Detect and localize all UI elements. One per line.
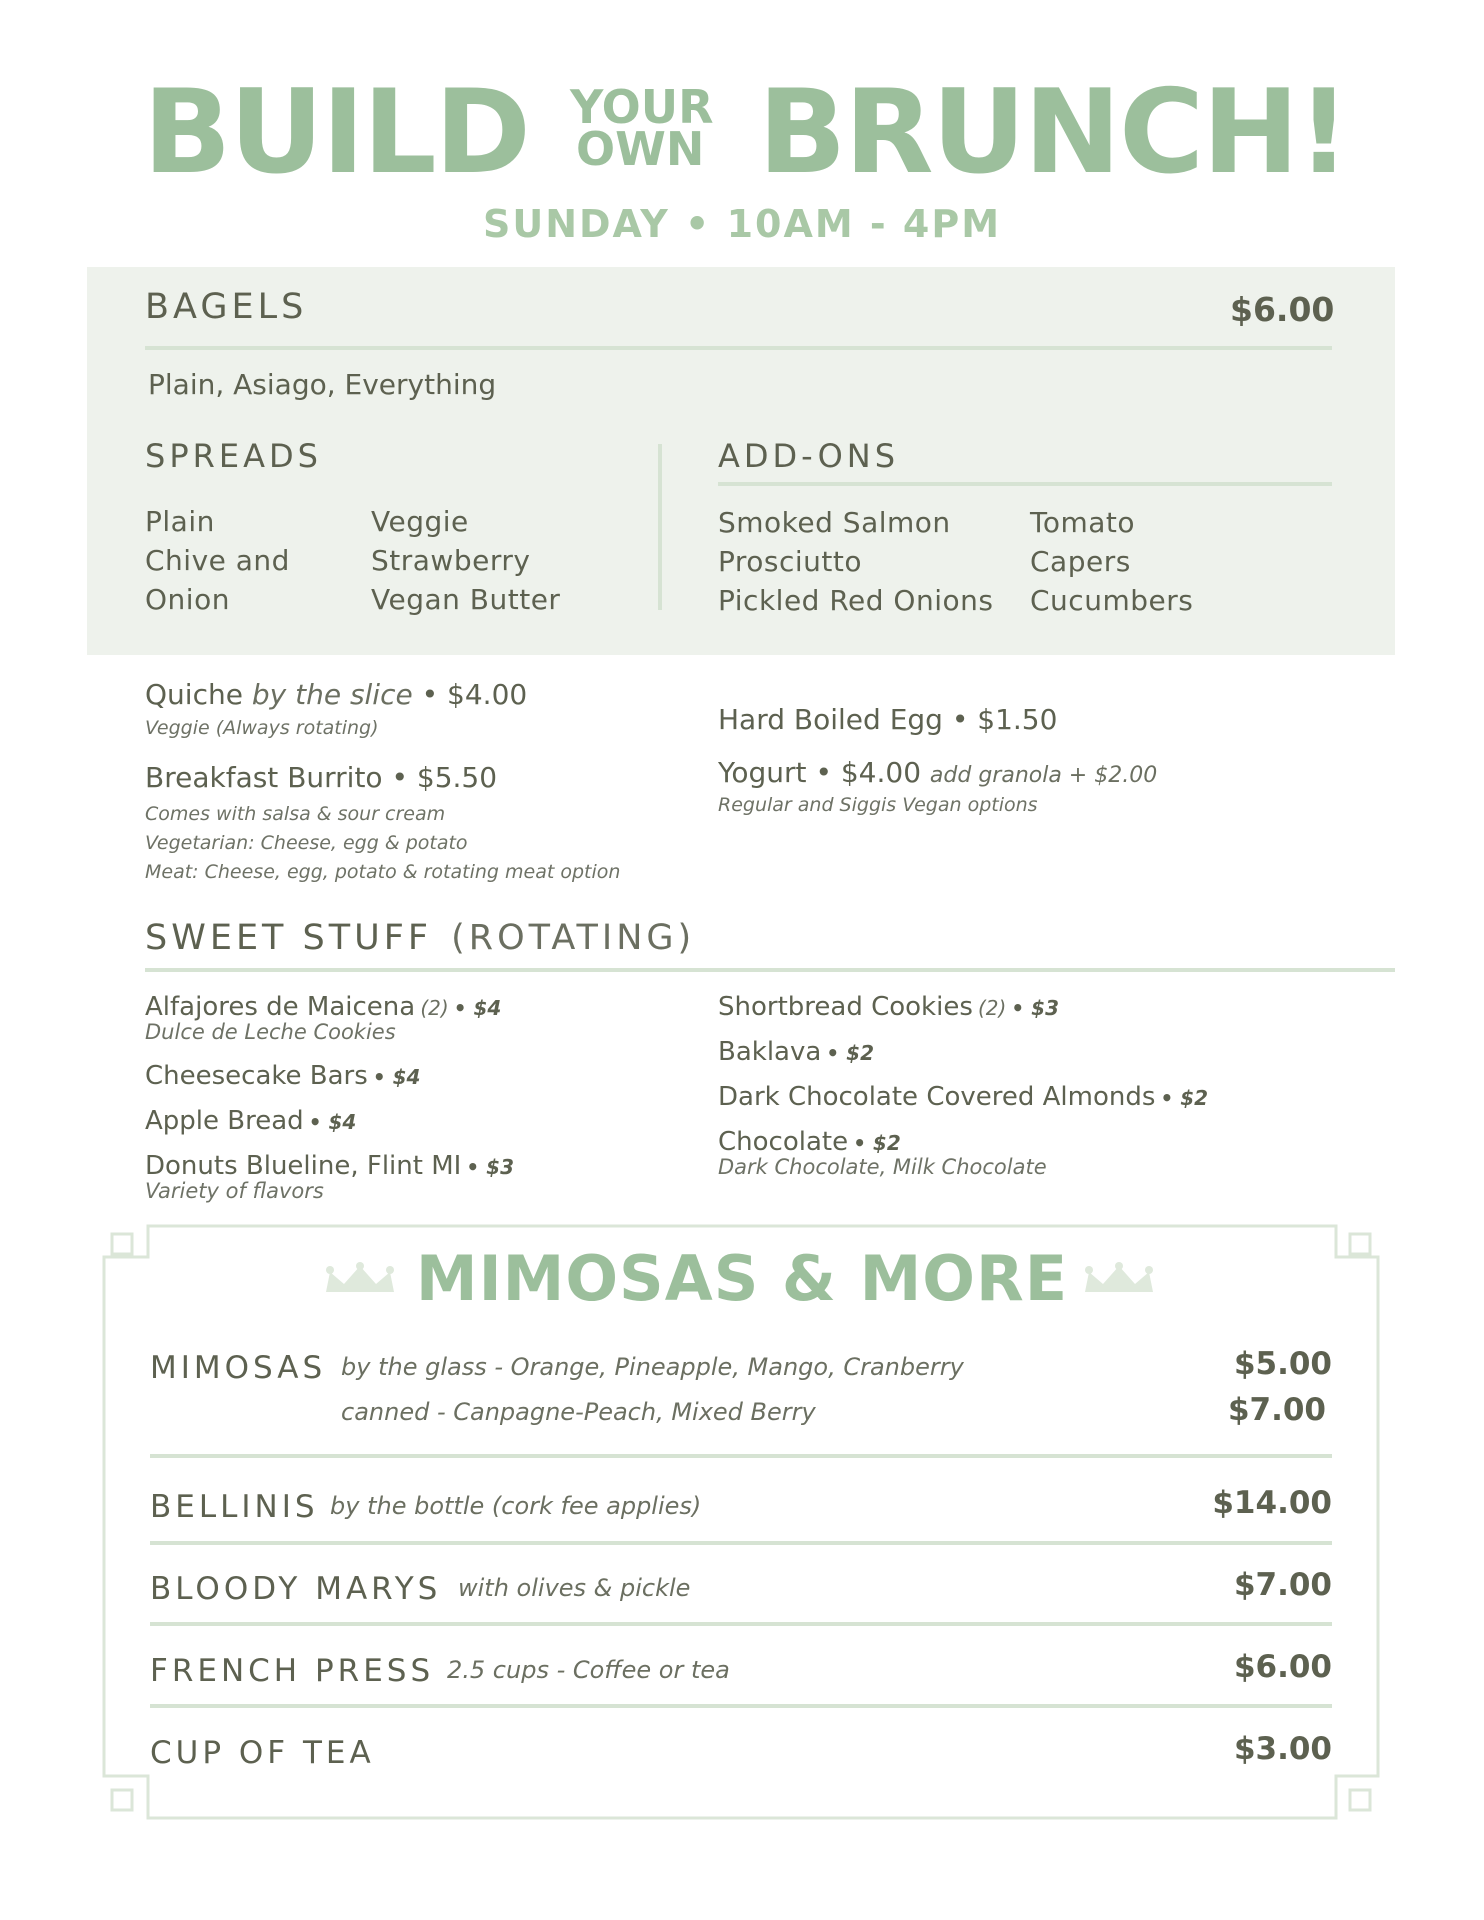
item-price: • $3 bbox=[466, 1155, 514, 1179]
bloody-name: BLOODY MARYS bbox=[150, 1571, 442, 1607]
addons-heading: ADD-ONS bbox=[718, 437, 900, 475]
item-name: Alfajores de Maicena bbox=[145, 992, 416, 1022]
tea-price: $3.00 bbox=[1233, 1731, 1332, 1767]
drinks-divider bbox=[150, 1541, 1332, 1545]
hours-subtitle: SUNDAY • 10AM - 4PM bbox=[482, 202, 1002, 246]
yogurt-note: Regular and Siggis Vegan options bbox=[718, 794, 1038, 816]
item-note: Dulce de Leche Cookies bbox=[145, 1020, 396, 1044]
item-name: Chocolate bbox=[718, 1127, 849, 1157]
quiche-note: Veggie (Always rotating) bbox=[145, 717, 379, 739]
item-note: Variety of flavors bbox=[145, 1179, 324, 1203]
note-line: Vegetarian: Cheese, egg & potato bbox=[145, 832, 468, 854]
item-qualifier: by the slice bbox=[251, 678, 413, 711]
list-item: Pickled Red Onions bbox=[718, 584, 994, 617]
list-item: Smoked Salmon bbox=[718, 506, 951, 539]
item-name: Dark Chocolate Covered Almonds bbox=[718, 1082, 1156, 1112]
list-item: Strawberry bbox=[371, 544, 531, 577]
list-item: Veggie bbox=[371, 505, 469, 538]
item-note: Dark Chocolate, Milk Chocolate bbox=[718, 1155, 1047, 1179]
mimosas-name: MIMOSAS bbox=[150, 1350, 327, 1386]
item-name: Cheesecake Bars bbox=[145, 1061, 368, 1091]
press-price: $6.00 bbox=[1233, 1649, 1332, 1685]
item-addon: add granola + $2.00 bbox=[929, 763, 1158, 788]
bellinis-name: BELLINIS bbox=[150, 1489, 319, 1525]
press-name: FRENCH PRESS bbox=[150, 1653, 435, 1689]
drinks-divider bbox=[150, 1622, 1332, 1626]
list-item: Plain bbox=[145, 505, 215, 538]
note-line: Comes with salsa & sour cream bbox=[145, 803, 446, 825]
item-qty: (2) bbox=[420, 996, 449, 1020]
bloody-price: $7.00 bbox=[1233, 1567, 1332, 1603]
spreads-heading: SPREADS bbox=[145, 437, 322, 475]
mimosas-line2: canned - Canpagne-Peach, Mixed Berry bbox=[341, 1398, 816, 1426]
item-name: Shortbread Cookies bbox=[718, 992, 973, 1022]
mimosas-line1: by the glass - Orange, Pineapple, Mango, Cranberry bbox=[341, 1353, 964, 1381]
tea-name: CUP OF TEA bbox=[150, 1735, 375, 1771]
press-desc: 2.5 cups - Coffee or tea bbox=[447, 1656, 730, 1684]
sweets-title: SWEET STUFF bbox=[145, 918, 433, 958]
bagels-price: $6.00 bbox=[1230, 290, 1335, 329]
bellinis-price: $14.00 bbox=[1212, 1485, 1332, 1521]
title-your: YOUR bbox=[570, 80, 714, 134]
bagels-heading: BAGELS bbox=[145, 287, 308, 327]
title-build: BUILD bbox=[143, 65, 529, 200]
item-price: • $1.50 bbox=[951, 703, 1058, 736]
list-item: Vegan Butter bbox=[371, 583, 561, 616]
list-item: Capers bbox=[1030, 545, 1131, 578]
title-brunch: BRUNCH! bbox=[758, 65, 1349, 200]
item-price: • $5.50 bbox=[391, 761, 498, 794]
item-name: Apple Bread bbox=[145, 1106, 304, 1136]
list-item: Tomato bbox=[1030, 506, 1136, 539]
item-name: Hard Boiled Egg bbox=[718, 703, 943, 736]
item-price: • $4.00 bbox=[815, 756, 922, 789]
item-name: Quiche bbox=[145, 678, 243, 711]
list-item: Chive and bbox=[145, 544, 290, 577]
item-price: • $4 bbox=[308, 1110, 357, 1134]
bloody-desc: with olives & pickle bbox=[458, 1574, 691, 1602]
item-price: • $3 bbox=[1011, 996, 1059, 1020]
item-name: Baklava bbox=[718, 1037, 822, 1067]
list-item: Prosciutto bbox=[718, 545, 863, 578]
drinks-divider bbox=[150, 1454, 1332, 1458]
drinks-title: MIMOSAS & MORE bbox=[415, 1242, 1069, 1315]
drinks-divider bbox=[150, 1704, 1332, 1708]
item-price: • $2 bbox=[826, 1041, 874, 1065]
item-price: • $4.00 bbox=[421, 678, 528, 711]
item-name: Yogurt bbox=[718, 756, 807, 789]
item-name: Breakfast Burrito bbox=[145, 761, 383, 794]
item-price: • $4 bbox=[453, 996, 502, 1020]
title-own: OWN bbox=[576, 122, 705, 176]
bagel-varieties: Plain, Asiago, Everything bbox=[148, 368, 497, 401]
mimosas-price-glass: $5.00 bbox=[1233, 1346, 1332, 1382]
item-price: • $4 bbox=[372, 1065, 421, 1089]
mimosas-price-canned: $7.00 bbox=[1227, 1392, 1326, 1428]
sweets-qualifier: (ROTATING) bbox=[451, 918, 696, 958]
item-name: Donuts Blueline, Flint MI bbox=[145, 1151, 462, 1181]
note-line: Meat: Cheese, egg, potato & rotating meat option bbox=[145, 861, 621, 883]
list-item: Onion bbox=[145, 583, 230, 616]
bellinis-desc: by the bottle (cork fee applies) bbox=[330, 1492, 702, 1520]
item-price: • $2 bbox=[853, 1131, 901, 1155]
item-qty: (2) bbox=[977, 996, 1007, 1020]
list-item: Cucumbers bbox=[1030, 584, 1194, 617]
item-price: • $2 bbox=[1160, 1086, 1209, 1110]
